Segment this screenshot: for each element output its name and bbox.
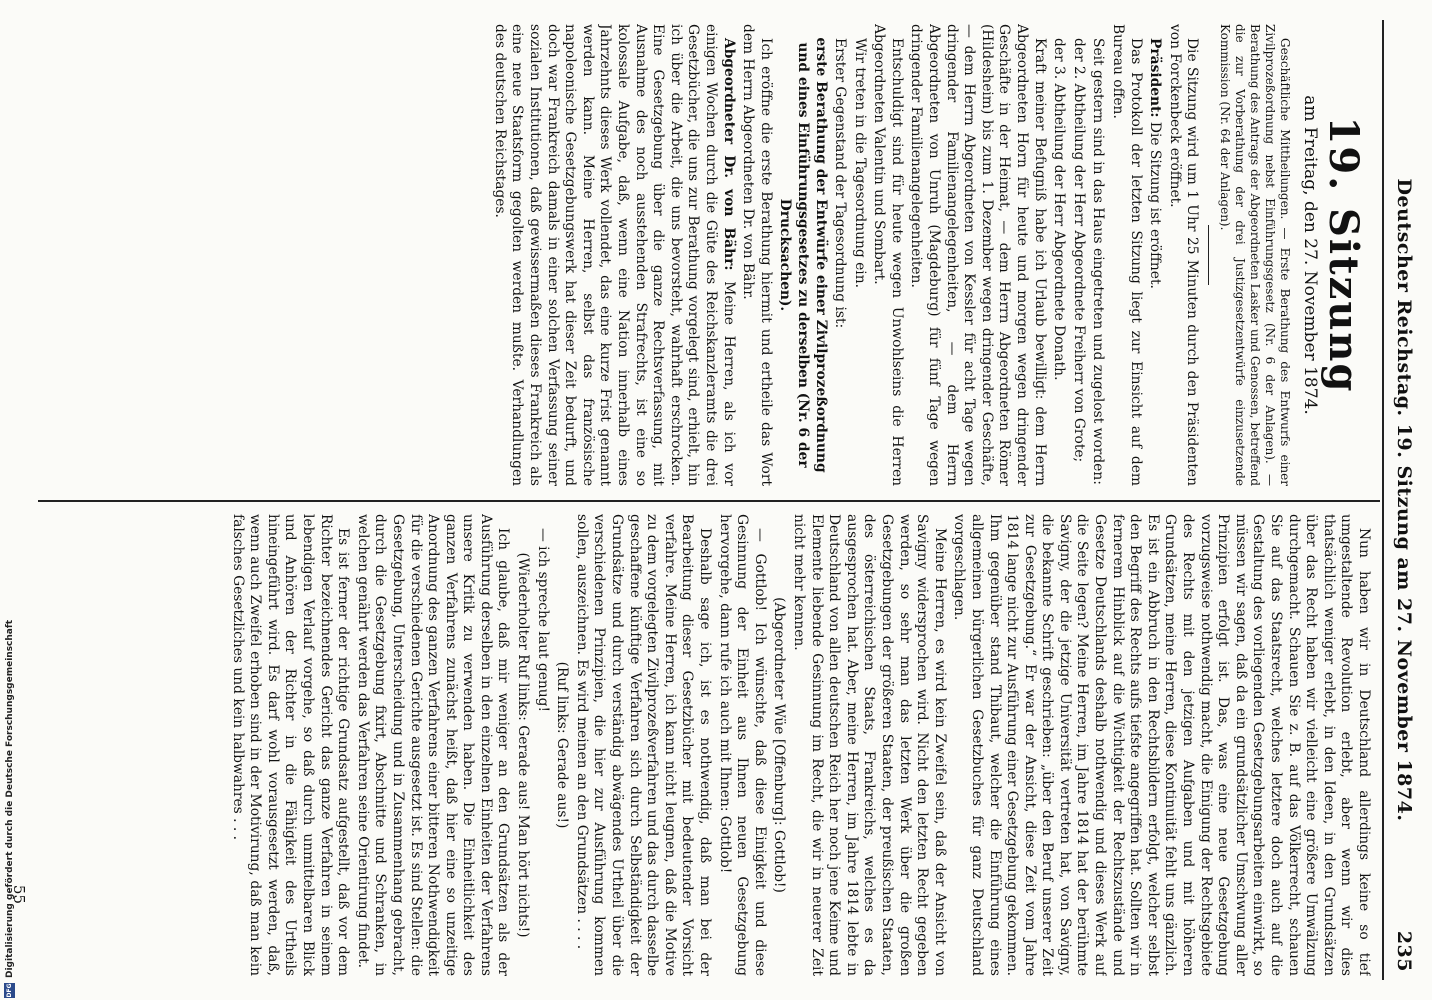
page-header <box>1382 28 1426 972</box>
paragraph: — Gottlob! Ich wünschte, daß diese Einigkeit und diese Gesinnung der Einheit aus Ihnen neuen Gesetzgebung hervorgehe, dann rufe ich auch mit Ihnen: Gottlob! <box>716 514 768 976</box>
paragraph: Erster Gegenstand der Tagesordnung ist: <box>832 38 849 329</box>
section-rule <box>1208 225 1209 285</box>
paragraph: Es ist ferner der richtige Grundsatz aufgestellt, daß vor dem Richter bezeichnendes Gericht das ganze Verfahren in seinem lebendigen Verlauf vorgehe, so daß durch unmittelbaren Blick und Anhören der Richter in die Fähigkeit des Urtheils hineingeführt wird. Es darf wohl vorausgesetzt werden, daß, wenn auch Zweifel erhoben sind in der Motivirung, daß man kein falsches Gesetzliches und kein halbwahres . . . <box>229 514 352 976</box>
running-title: Deutscher Reichstag. 19. Sitzung am 27. November 1874. <box>1393 178 1415 822</box>
paragraph: Seit gestern sind in das Haus eingetreten und zugelost worden: <box>1090 38 1107 485</box>
paragraph: Meine Herren, es wird kein Zweifel sein, daß der Ansicht von Savigny widersprochen wird. Nicht den letzten Recht gegeben werden, so sehr man das letzten Werk über die großen Gesetzgebungen der größeren Staaten, der preußischen Staaten, des österreichischen Staats, Frankreichs, welches es da ausgesprochen hat. Aber, meine Herren, im Jahre 1814 lebte in Deutschland von allen deutschen Reich her noch jene Keime und Elemente liebende Gesinnung im Recht, die wir in neuerer Zeit nicht mehr kennen. <box>791 514 948 976</box>
paragraph: Ich glaube, daß mir weniger an den Grundsätzen als der Ausführung derselben in den einzelnen Einheiten der Verfahrens unsere Kritik zu verwenden haben. Die Einheitlichkeit des ganzen Verfahrens zunächst heißt, daß hier eine so unzeitige Anordnung des ganzen Verfahrens einer bitteren Nothwendigkeit für die verschiedenen Gerichte ausgesetzt ist. Es sind Stellen: die Gesetzgebung, Unterscheidung und in Zusammenhang gebracht, durch die Gesetzgebung fixirt, Abschnitte und Schranken, in welchen genährt werden das Verfahren seine Orientirung findet. <box>354 514 512 976</box>
interjection: (Ruf links: Gerade aus!) <box>554 661 571 829</box>
paragraph: Wir treten in die Tagesordnung ein. <box>851 38 868 288</box>
column-divider <box>38 500 1380 502</box>
digitization-credit <box>1 620 19 1000</box>
paragraph: der 3. Abtheilung der Herr Abgeordnete Donath. <box>1051 38 1068 381</box>
paragraph: Entschuldigt sind für heute wegen Unwohlseins die Herren Abgeordneten Valentin und Sombart. <box>871 24 905 486</box>
session-title: 19. Sitzung <box>1320 116 1367 394</box>
header-page-number: 235 <box>1393 930 1415 972</box>
paragraph: Deshalb sage ich, ist es nothwendig, daß man bei der Bearbeitung dieser Gesetzbücher mit bedeutender Vorsicht verfahre. Meine Herren, ich kann nicht leugnen, daß die Motive zu dem vorgelegten Zivilprozeßverfahren und das durch dasselbe geschaffene künftige Verfahren sich durch Selbständigkeit der Grundsätze und durch verständig abwägendes Urtheil über die verschiedenen Prinzipien, die hier zur Ausführung kommen sollen, auszeichnen. Es wird meinen an den Grundsätzen . . . . <box>573 514 714 976</box>
interjection: (Abgeordneter Wüe [Offenburg]: Gottlob!) <box>771 597 788 893</box>
dfg-logo-icon: DFG <box>6 983 13 998</box>
table-of-contents: Geschäftliche Mittheilungen. — Erste Berathung des Entwurfs einer Zivilprozeßordnung nebst Einführungsgesetz (Nr. 6 der Anlagen). — Berathung des Antrags der Abgeordneten Lasker und Genossen, betreffend die zur Vorberathung der drei Justizgesetzentwürfe einzusetzende Kommission (Nr. 64 der Anlagen). <box>1218 24 1293 486</box>
credit-text: Digitalisierung gefördert durch die Deutsche Forschungsgemeinschaft <box>5 619 15 978</box>
speech-text: Meine Herren, als ich vor einigen Wochen durch die Güte des Reichskanzleramts die drei Gesetzbücher, die uns zur Berathung vorgelegt sind, erhielt, hin ich über die Arbeit, die uns bevorsteht, wahrhaft erschrocken. Eine Gesetzgebung über die ganze Rechtsverfassung, mit Ausnahme des noch ausstehenden Strafrechts, ist eine so kolossale Aufgabe, daß, wenn eine Nation innerhalb eines Jahrzehnts dieses Werk vollendet, das eine kurze Frist genannt werden kann. Meine Herren, selbst das französische napoleonische Gesetzgebungswerk hat dieser Zeit bedurft, und doch war Frankreich damals in einer solchen Verfassung seiner sozialen Institutionen, daß gewissermaßen dieses Frankreich als eine neue Staatsform gegolten werden mußte. Verhandlungen des deutschen Reichstages. <box>491 24 737 486</box>
paragraph: Ich eröffne die erste Berathung hiermit und ertheile das Wort dem Herrn Abgeordneten Dr. von Bähr. <box>740 24 774 486</box>
agenda-item: erste Berathung der Entwürfe einer Zivilprozeßordnung und eines Einführungsgesetzes zu derselben (Nr. 6 der Drucksachen). <box>777 37 829 473</box>
paragraph: Kraft meiner Befugniß habe ich Urlaub bewilligt: dem Herrn Abgeordneten Horn für heute und morgen wegen dringender Geschäfte in der Heimat, — dem Herrn Abgeordneten Römer (Hildesheim) bis zum 1. Dezember wegen dringender Geschäfte, — dem Herrn Abgeordneten von Kessler für acht Tage wegen dringender Familienangelegenheiten, — dem Herrn Abgeordneten von Unruh (Magdeburg) für fünf Tage wegen dringender Familienangelegenheiten. <box>908 24 1048 486</box>
speech-paragraph <box>490 24 736 486</box>
opening-text: Die Sitzung wird um 1 Uhr 25 Minuten durch den Präsidenten von Forckenbeck eröffnet. <box>1166 24 1201 486</box>
header-rule <box>1382 20 1384 980</box>
speaker-label: Präsident: <box>1147 38 1164 118</box>
footer-page-number: 55 <box>10 884 28 904</box>
paragraph: Das Protokoll der letzten Sitzung liegt zur Einsicht auf dem Bureau offen. <box>1110 24 1144 486</box>
president-text: Die Sitzung ist eröffnet. <box>1147 121 1164 289</box>
speaker-label: Abgeordneter Dr. von Bähr: <box>720 38 737 271</box>
paragraph: der 2. Abtheilung der Herr Abgeordnete Freiherr von Grote; <box>1070 38 1087 463</box>
paragraph: Nun haben wir in Deutschland allerdings keine so tief umgestaltende Revolution erlebt, aber wenn wir dies thatsächlich weniger erlebt, in den Ideen, in den Grundsätzen über das Recht haben wir vielleicht eine größere Umwälzung durchgemacht. Schauen Sie z. B. auf das Völkerrecht, schauen Sie auf das Staatsrecht, welches letztere doch auch auf die Gestaltung des vorliegenden Gesetzgebungsarbeiten einwirkt, so müssen wir sagen, daß da ein grundsätzlicher Umschwung aller Prinzipien erfolgt ist. Das, was eine neue Gesetzgebung vorzugsweise nothwendig macht, die Einigung der Rechtsgebiete des Rechts mit den jetzigen Aufgaben und mit höheren Grundsätzen, meine Herren, diese Kontinuität fehlt uns gänzlich. Es ist ein Abbruch in den Rechtsbildern erfolgt, welcher selbst den Begriff des Rechts aufs tiefste angegriffen hat. Sollten wir in fernerem Hinblick auf die Wichtigkeit der Rechtszustände und Gesetze Deutschlands deshalb nothwendig und dieses Werk auf die Seite legen? Meine Herren, im Jahre 1814 hat der berühmte Savigny, der die jetzige Universität vertreten hat, von Savigny, die bekannte Schrift geschrieben: „über den Beruf unserer Zeit zur Gesetzgebung.“ Er war der Ansicht, diese Zeit vom Jahre 1814 lange nicht zur Ausführung einer Gesetzgebung gekommen. Ihm gegenüber stand Thibaut, welcher die Einführung eines allgemeinen bürgerlichen Gesetzbuches für ganz Deutschland vorgeschlagen. <box>951 514 1372 976</box>
paragraph: — ich spreche laut genug! <box>534 528 551 713</box>
left-column <box>42 24 1372 486</box>
interjection: (Wiederholter Ruf links: Gerade aus! Man hört nichts!) <box>515 552 532 938</box>
president-paragraph <box>1146 24 1164 486</box>
right-column <box>42 514 1372 976</box>
session-date: am Freitag, den 27. November 1874. <box>1300 95 1320 415</box>
